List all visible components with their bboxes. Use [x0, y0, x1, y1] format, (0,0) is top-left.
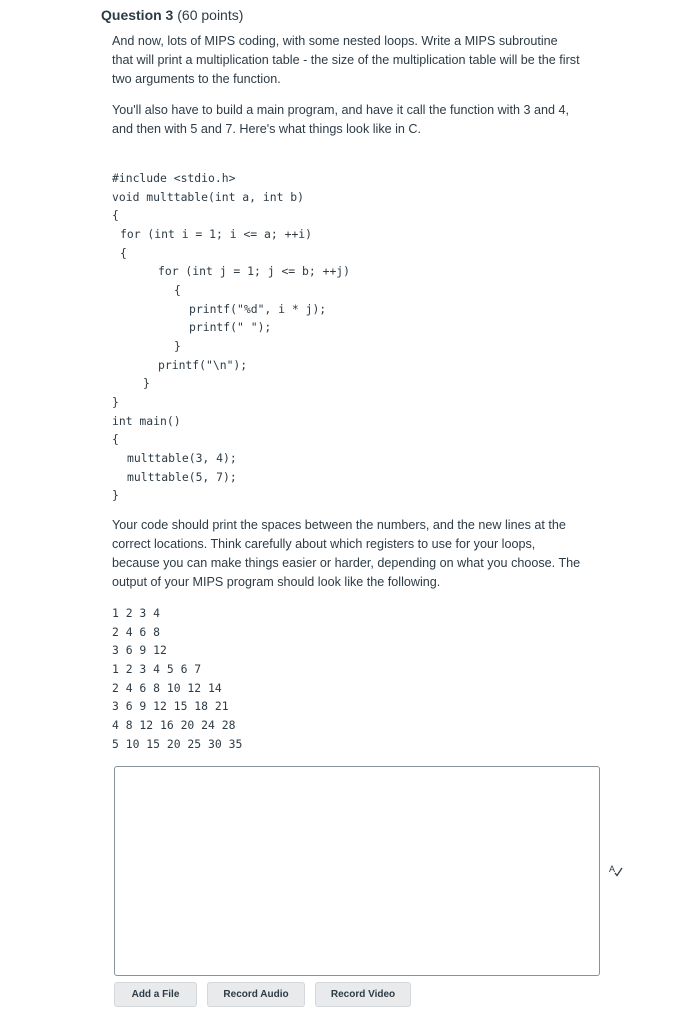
- code-line: {: [112, 208, 119, 222]
- code-line: {: [120, 246, 127, 260]
- output-line: 4 8 12 16 20 24 28: [112, 718, 236, 732]
- code-line: void multtable(int a, int b): [112, 190, 305, 204]
- question-header: [101, 7, 243, 23]
- code-line: }: [112, 488, 119, 502]
- code-line: for (int j = 1; j <= b; ++j): [158, 264, 351, 278]
- code-line: }: [112, 395, 119, 409]
- code-line: }: [174, 339, 181, 353]
- intro-paragraph: And now, lots of MIPS coding, with some nested loops. Write a MIPS subroutine that will print a multiplication table - the size of the multiplication table will be the first two arguments to the function.: [112, 34, 580, 86]
- main-program-paragraph: You'll also have to build a main program, and have it call the function with 3 and 4, and then with 5 and 7. Here's what things look like in C.: [112, 103, 569, 136]
- output-line: 3 6 9 12 15 18 21: [112, 699, 229, 713]
- question-title: Question 3: [101, 7, 174, 23]
- code-line: }: [143, 376, 150, 390]
- code-line: int main(): [112, 414, 181, 428]
- record-audio-button[interactable]: Record Audio: [207, 982, 305, 1007]
- code-line: {: [112, 432, 119, 446]
- code-line: multtable(3, 4);: [127, 451, 237, 465]
- output-line: 1 2 3 4: [112, 606, 161, 620]
- output-line: 2 4 6 8: [112, 625, 161, 639]
- output-line: 1 2 3 4 5 6 7: [112, 662, 202, 676]
- code-line: #include <stdio.h>: [112, 171, 236, 185]
- record-video-button[interactable]: Record Video: [315, 982, 411, 1007]
- code-line: printf("\n");: [158, 358, 248, 372]
- code-line: printf("%d", i * j);: [189, 302, 327, 316]
- code-line: printf(" ");: [189, 320, 272, 334]
- code-line: for (int i = 1; i <= a; ++i): [120, 227, 313, 241]
- output-line: 5 10 15 20 25 30 35: [112, 737, 243, 751]
- output-line: 2 4 6 8 10 12 14: [112, 681, 222, 695]
- instructions-paragraph: Your code should print the spaces between the numbers, and the new lines at the correct locations. Think carefully about which registers to use for your loops, because you can make things easier or harder, depending on what you choose. The output of your MIPS program should look like the following.: [112, 518, 581, 589]
- add-file-button[interactable]: Add a File: [114, 982, 197, 1007]
- spellcheck-icon[interactable]: [609, 863, 623, 877]
- question-points: (60 points): [177, 7, 244, 23]
- svg-text:A: A: [609, 864, 616, 874]
- code-line: multtable(5, 7);: [127, 470, 237, 484]
- output-line: 3 6 9 12: [112, 643, 167, 657]
- answer-text-area[interactable]: [114, 766, 600, 976]
- code-line: {: [174, 283, 181, 297]
